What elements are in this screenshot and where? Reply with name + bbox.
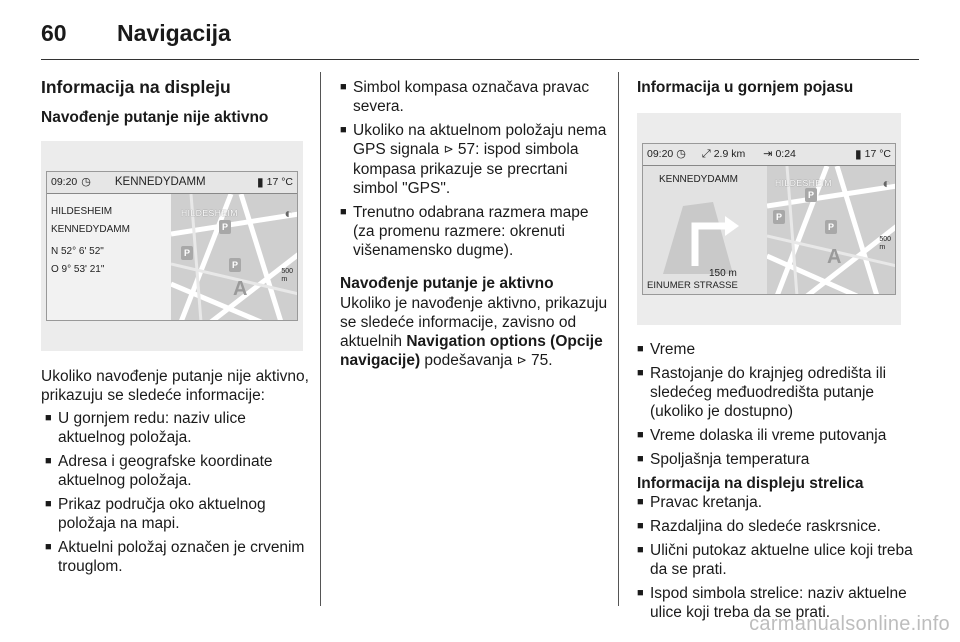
thermometer-icon: ▮ [257,175,264,189]
sentence-end: . [548,352,553,369]
section-title: Informacija na displeju [41,77,231,97]
compass-bullets [340,78,608,260]
column-divider-2 [618,72,619,606]
screen-time: 09:20 [647,148,674,160]
nav-screen-display [642,143,896,295]
parking-icon: P [219,220,231,234]
screen-distance: 2.9 km [713,148,746,160]
info-line-latitude: N 52° 6' 52" [51,246,104,257]
reference-arrow-icon: ⊳ [443,142,454,156]
column-3 [637,78,917,627]
parking-icon: P [773,210,785,224]
clock-icon: ◷ [676,148,686,160]
parking-icon: P [181,246,193,260]
map-scale [281,268,293,284]
list-item [340,121,608,198]
list-item: ■ Razdaljina do sledeće raskrsnice. [637,517,917,536]
map-city-label: HILDESHEIM [181,208,238,218]
arrow-bullets [637,493,917,622]
position-marker: A [827,246,842,268]
scale-value: 500 [879,236,891,243]
list-item: ■ Spoljašnja temperatura [637,450,917,469]
screen-temperature: 17 °C [864,148,891,160]
list-item: ■ Pravac kretanja. [637,493,917,512]
route-distance-icon: ⤢ [701,148,711,160]
screen-top-bar [643,144,895,166]
screen-arrival: 0:24 [775,148,796,160]
gps-text: Ukoliko na aktuelnom položaju nema GPS signala [353,122,607,158]
scale-unit: m [281,276,288,283]
header-divider [41,59,919,60]
screen-map [767,166,895,294]
list-item: ■ Simbol kompasa označava pravac severa. [340,78,608,116]
screen-street: KENNEDYDAMM [114,176,206,188]
active-text-1: Ukoliko je navođenje aktivno, prikazuju se sledeće informacije, zavisno od aktuelnih [340,295,608,350]
list-item: ■ Aktuelni položaj označen je crvenim trouglom. [45,538,309,576]
nav-screen-inactive-figure [41,141,303,351]
screen-top-bar [47,172,297,194]
list-item: ■ Rastojanje do krajnjeg odredišta ili sledećeg međuodredišta putanje (ukoliko je dostupno) [637,364,917,421]
info-line-longitude: O 9° 53' 21" [51,264,105,275]
next-street: EINUMER STRASSE [647,280,738,291]
page-title: Navigacija [117,19,231,46]
list-item: ■ Ispod simbola strelice: naziv aktuelne ulice koji treba da se prati. [637,584,917,622]
list-item: ■ Prikaz područja oko aktuelnog položaja na mapi. [45,495,309,533]
subsection-title-arrow: Informacija na displeju strelica [637,475,864,492]
map-scale [879,236,891,252]
column-divider-1 [320,72,321,606]
parking-icon: P [825,220,837,234]
arrival-icon: ⇥ [763,148,773,160]
inactive-bullets [41,409,309,576]
screen-time: 09:20 [51,176,78,188]
clock-icon: ◷ [81,176,91,188]
gps-ref-link[interactable]: 57 [457,141,476,158]
column-2 [340,78,608,375]
list-item: ■ Trenutno odabrana razmera mape (za promenu razmere: okrenuti višenamensko dugme). [340,203,608,260]
parking-icon: P [229,258,241,272]
inactive-intro: Ukoliko navođenje putanje nije aktivno, prikazuju se sledeće informacije: [41,368,309,404]
list-item: ■ Adresa i geografske koordinate aktuelnog položaja. [45,452,309,490]
nav-screen-active-figure [637,113,901,325]
compass-icon: ◐ [284,205,293,221]
compass-icon: ◐ [882,175,891,191]
active-text-2: podešavanja [420,352,517,369]
nav-options-label: Navigation options (Opcije navigacije) [340,333,603,369]
page-header [41,16,231,50]
map-city-label: HILDESHEIM [775,178,832,188]
subsection-title-inactive: Navođenje putanje nije aktivno [41,109,269,126]
watermark: carmanualsonline.info [749,613,950,635]
screen-info-panel [47,194,171,320]
info-line-city: HILDESHEIM [51,206,113,217]
parking-icon: P [805,188,817,202]
settings-ref-link[interactable]: 75 [531,352,549,369]
list-item: ■ Ulični putokaz aktuelne ulice koji treba da se prati. [637,541,917,579]
list-item: ■ Vreme [637,340,917,359]
position-marker: A [233,278,248,300]
info-line-street: KENNEDYDAMM [51,224,130,235]
reference-arrow-icon: ⊳ [516,353,527,367]
screen-temperature: 17 °C [266,176,293,188]
nav-screen-display [46,171,298,321]
screen-map [171,194,297,320]
turn-arrow-icon [643,166,767,274]
arrow-distance: 150 m [709,268,737,279]
arrow-street: KENNEDYDAMM [659,174,738,185]
scale-unit: m [879,244,886,251]
gps-ref-rest: : ispod simbola kompasa prikazuje se precrtani simbol "GPS". [353,141,579,197]
subsection-title-active: Navođenje putanje je aktivno [340,275,554,292]
column-1 [41,78,309,581]
page-number: 60 [41,19,67,46]
list-item: ■ U gornjem redu: naziv ulice aktuelnog položaja. [45,409,309,447]
subsection-title-topbar: Informacija u gornjem pojasu [637,79,854,96]
topbar-bullets [637,340,917,469]
active-intro [340,294,608,371]
scale-value: 500 [281,268,293,275]
list-item: ■ Vreme dolaska ili vreme putovanja [637,426,917,445]
screen-arrow-panel [643,166,767,294]
thermometer-icon: ▮ [855,147,862,161]
